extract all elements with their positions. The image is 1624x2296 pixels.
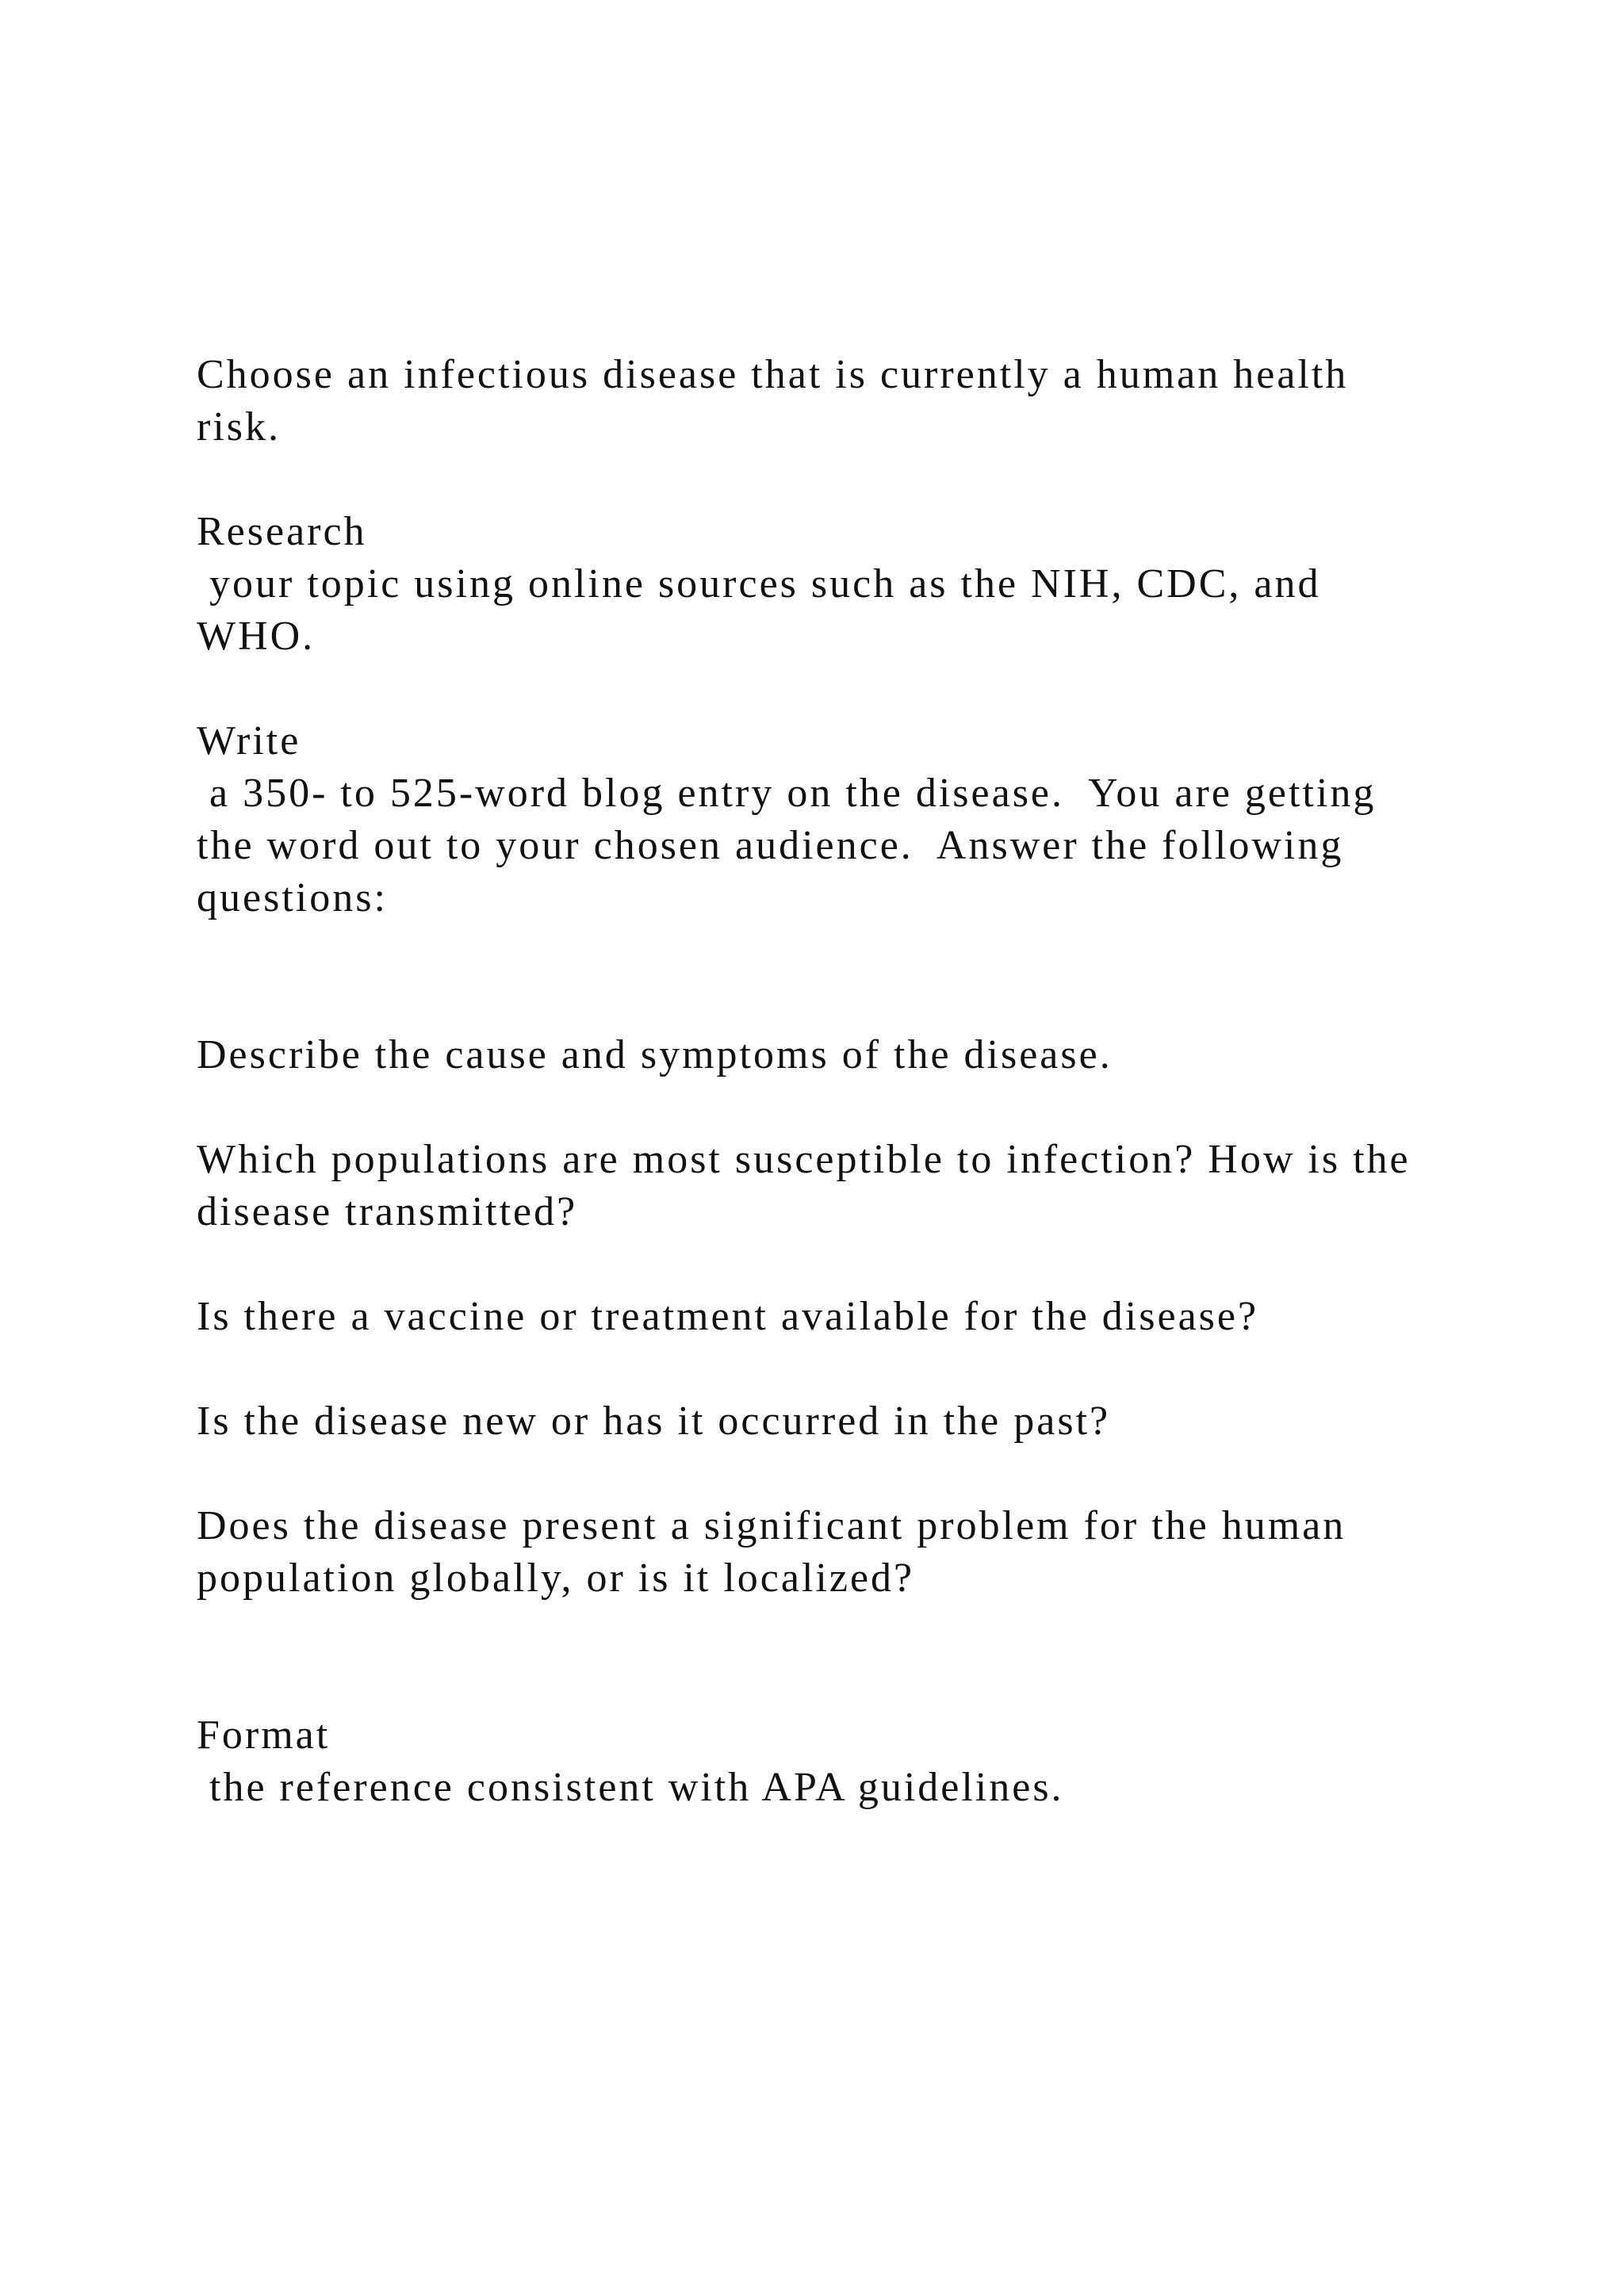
question-4: Is the disease new or has it occurred in the past? xyxy=(197,1399,1111,1444)
question-5-line-1: Does the disease present a significant problem for the human xyxy=(197,1503,1346,1548)
research-heading: Research xyxy=(197,509,367,554)
write-heading: Write xyxy=(197,718,301,763)
write-line-1: a 350- to 525-word blog entry on the disease. You are getting xyxy=(197,771,1377,816)
question-2-line-2: disease transmitted? xyxy=(197,1189,578,1234)
question-1: Describe the cause and symptoms of the disease. xyxy=(197,1032,1113,1077)
document-body xyxy=(197,349,1465,1814)
format-heading: Format xyxy=(197,1712,331,1758)
intro-line-1: Choose an infectious disease that is currently a human health xyxy=(197,352,1349,397)
question-3: Is there a vaccine or treatment available for the disease? xyxy=(197,1294,1259,1339)
intro-line-2: risk. xyxy=(197,404,281,450)
write-line-3: questions: xyxy=(197,875,388,920)
question-5-line-2: population globally, or is it localized? xyxy=(197,1556,915,1601)
research-line-2: WHO. xyxy=(197,614,316,659)
format-line-1: the reference consistent with APA guidelines. xyxy=(197,1765,1064,1810)
research-line-1: your topic using online sources such as the NIH, CDC, and xyxy=(197,561,1321,607)
write-line-2: the word out to your chosen audience. Answer the following xyxy=(197,823,1344,868)
question-2-line-1: Which populations are most susceptible to infection? How is the xyxy=(197,1137,1411,1182)
